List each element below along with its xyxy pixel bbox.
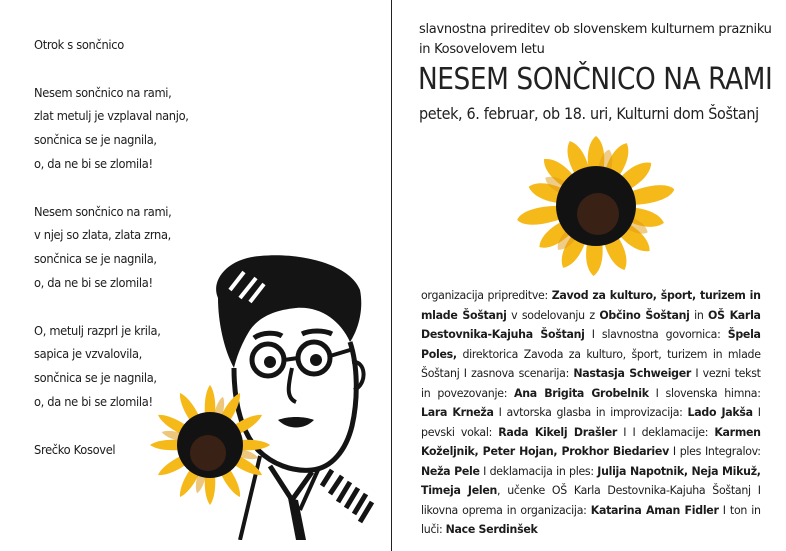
credit-name: Neža Pele [421, 463, 480, 478]
poem-line: sapica je vzvalovila, [34, 347, 142, 362]
credit-name: Nace Serdinšek [445, 522, 538, 536]
poem-line: Nesem sončnico na rami, [34, 204, 172, 219]
credit-name: Karmen Koželjnik, Peter Hojan, Prokhor Biedariev [421, 424, 761, 458]
event-credits [421, 286, 761, 540]
credit-text: , učenke OŠ Karla Destovnika-Kajuha Šoštanj I likovna oprema in organizacija: [421, 483, 761, 517]
poem-line: o, da ne bi se zlomila! [34, 156, 153, 171]
credit-name: Julija Napotnik, Neja Mikuž, Timeja Jelen [421, 463, 761, 497]
credit-text: I deklamacija in ples: [479, 463, 598, 478]
credit-text: I slovenska himna: [648, 385, 761, 400]
credit-name: OŠ Karla Destovnika-Kajuha Šoštanj [421, 307, 761, 341]
event-subtitle-line: in Kosovelovem letu [419, 41, 545, 57]
credit-name: Občino Šoštanj [599, 307, 690, 322]
credit-text: I pevski vokal: [421, 405, 761, 439]
credit-name: Nastasja Schweiger [573, 366, 692, 380]
credit-text: organizacija pripreditve: [421, 288, 552, 302]
credit-text: I avtorska glasba in improvizacija: [493, 405, 688, 419]
poem-line: o, da ne bi se zlomila! [34, 394, 153, 409]
poem-title: Otrok s sončnico [34, 38, 124, 52]
event-subtitle-line: slavnostna prireditev ob slovenskem kulturnem prazniku [419, 22, 772, 37]
poem-author: Srečko Kosovel [34, 442, 116, 457]
credit-name: Lara Krneža [421, 405, 494, 419]
credit-name: Zavod za kulturo, šport, turizem in mlade Šoštanj [421, 288, 761, 322]
credit-text: I ton in luči: [421, 502, 761, 536]
credit-text: I ples Integralov: [668, 444, 761, 458]
event-date: petek, 6. februar, ob 18. uri, Kulturni dom Šoštanj [419, 104, 759, 123]
page-fold-divider [391, 0, 392, 551]
credit-text: in [689, 307, 709, 322]
poem-line: zlat metulj je vzplaval nanjo, [34, 109, 189, 124]
sunflower-right-illustration [515, 135, 677, 277]
credit-name: Lado Jakša [687, 405, 753, 419]
credit-text: I slavnostna govornica: [584, 327, 728, 341]
poem-line: v njej so zlata, zlata zrna, [34, 228, 171, 243]
credit-text: v sodelovanju z [506, 307, 600, 322]
credit-text: I vezni tekst in povezovanje: [421, 366, 761, 400]
credit-name: Rada Kikelj Drašler [498, 424, 618, 439]
credit-text: direktorica Zavoda za kulturo, šport, turizem in mlade Šoštanj I zasnova scenarija: [421, 346, 761, 380]
poem-line: Nesem sončnico na rami, [34, 85, 172, 100]
poem-line: sončnica se je nagnila, [34, 371, 157, 386]
poem-line: O, metulj razprl je krila, [34, 323, 161, 338]
event-subtitle [419, 20, 779, 59]
credit-name: Ana Brigita Grobelnik [514, 385, 649, 400]
poem-line: sončnica se je nagnila, [34, 252, 157, 267]
event-title: NESEM SONČNICO NA RAMI [418, 62, 773, 97]
credit-name: Katarina Aman Fidler [590, 502, 719, 517]
poem-line: o, da ne bi se zlomila! [34, 275, 153, 290]
poem-line: sončnica se je nagnila, [34, 133, 157, 148]
sunflower-left-illustration [150, 380, 270, 510]
credit-text: I I deklamacije: [617, 424, 715, 439]
credit-name: Špela Poles, [421, 327, 761, 361]
